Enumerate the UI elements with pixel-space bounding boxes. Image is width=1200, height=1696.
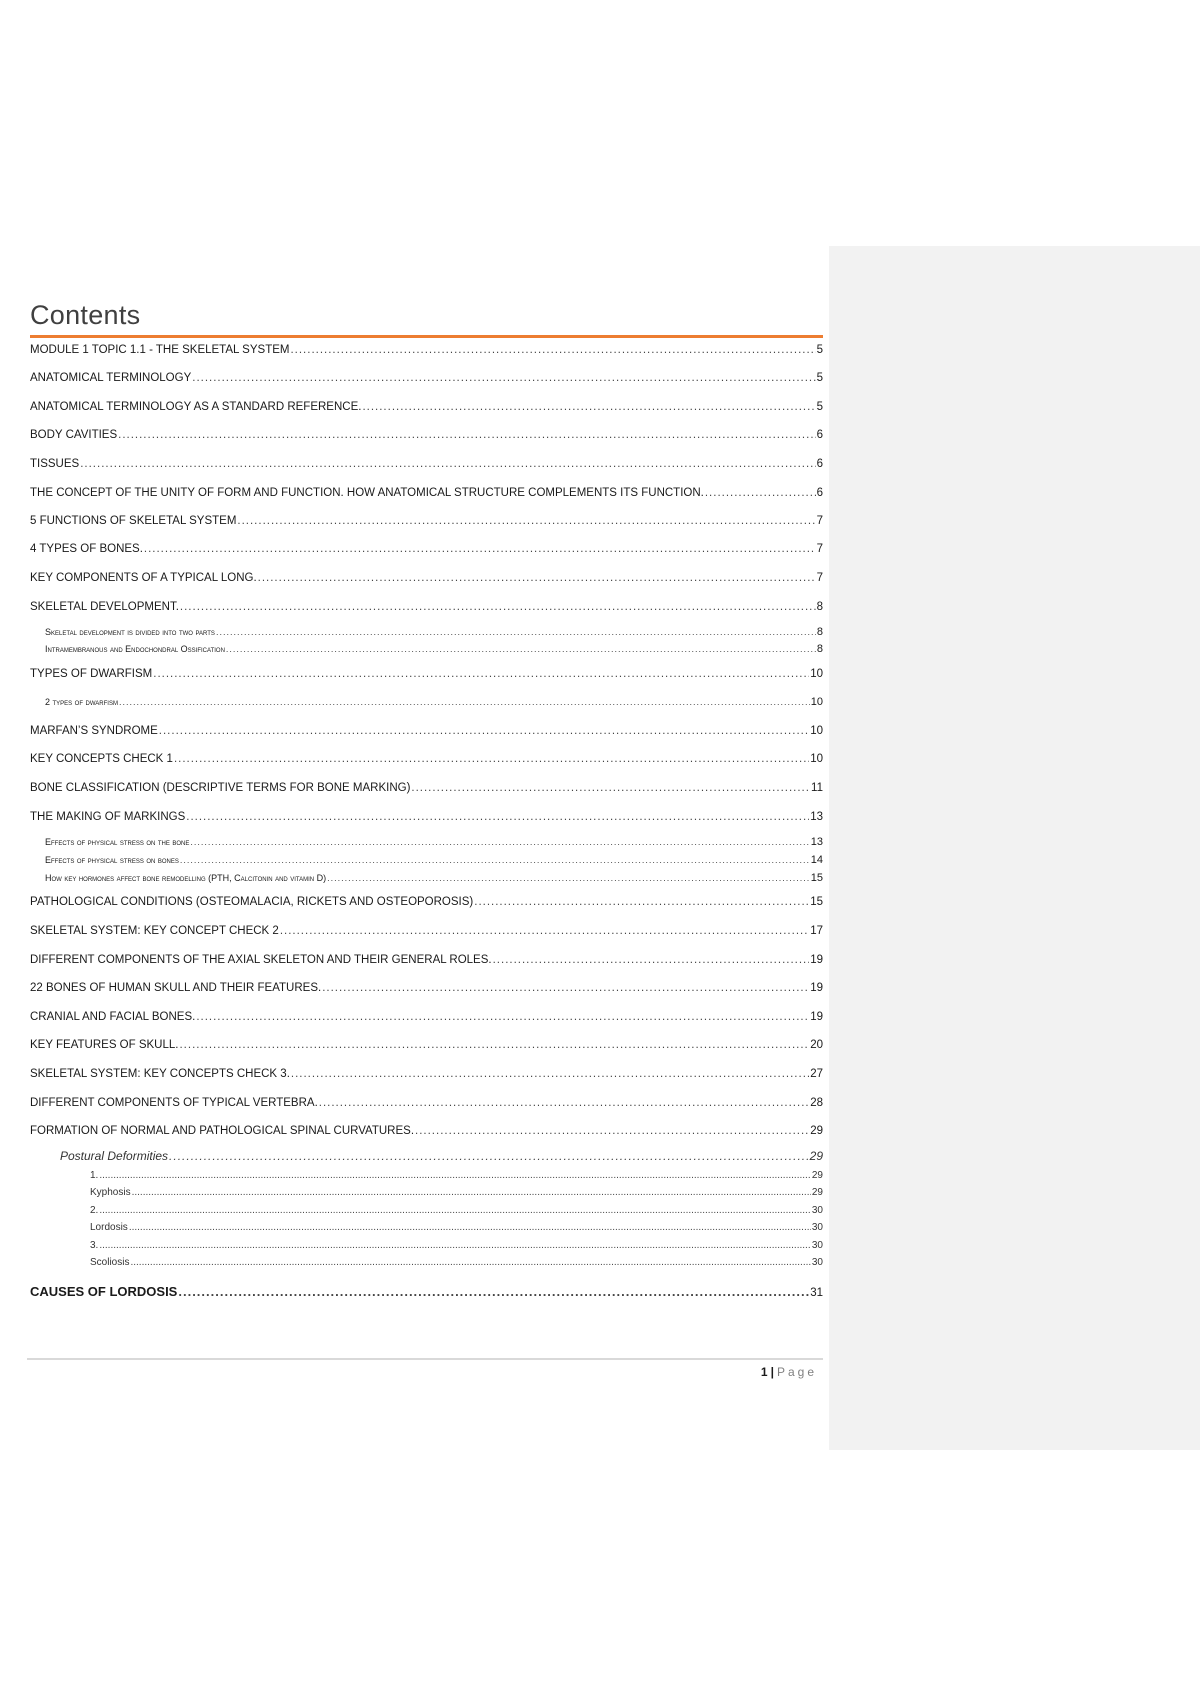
toc-entry[interactable] — [30, 601, 823, 613]
toc-entry-label: KEY FEATURES OF SKULL. — [30, 1039, 179, 1051]
toc-entry-label: KEY CONCEPTS CHECK 1 — [30, 753, 173, 765]
toc-dot-leader — [290, 344, 815, 356]
toc-entry[interactable] — [30, 429, 823, 441]
toc-entry-page: 15 — [810, 896, 823, 908]
toc-entry-label: Kyphosis — [90, 1187, 131, 1198]
toc-entry-label: SKELETAL DEVELOPMENT. — [30, 601, 179, 613]
toc-entry-page: 13 — [810, 836, 823, 848]
page-footer — [27, 1365, 817, 1379]
toc-entry-page: 8 — [816, 626, 823, 638]
toc-entry-page: 19 — [810, 954, 823, 966]
toc-entry-page: 17 — [810, 925, 823, 937]
toc-entry[interactable] — [30, 401, 823, 413]
toc-entry-label: TYPES OF DWARFISM — [30, 668, 153, 680]
toc-entry-label: THE CONCEPT OF THE UNITY OF FORM AND FUNCTION. HOW ANATOMICAL STRUCTURE COMPLEMENTS ITS FUNCTION. — [30, 487, 704, 499]
footer-page-word: Page — [776, 1365, 817, 1379]
toc-entry[interactable] — [30, 1011, 823, 1023]
toc-entry-page: 31 — [810, 1287, 823, 1299]
toc-entry-label: Scoliosis — [90, 1257, 130, 1268]
toc-entry-label: SKELETAL SYSTEM: KEY CONCEPTS CHECK 3. — [30, 1068, 290, 1080]
toc-entry-page: 19 — [810, 1011, 823, 1023]
toc-dot-leader — [327, 873, 810, 883]
toc-entry-label: ANATOMICAL TERMINOLOGY AS A STANDARD REFERENCE. — [30, 401, 362, 413]
toc-entry-page: 19 — [810, 982, 823, 994]
toc-dot-leader — [144, 543, 816, 555]
toc-entry-label: THE MAKING OF MARKINGS — [30, 811, 186, 823]
toc-dot-leader — [80, 458, 815, 470]
toc-entry-label: DIFFERENT COMPONENTS OF TYPICAL VERTEBRA. — [30, 1097, 318, 1109]
toc-dot-leader — [180, 855, 810, 865]
toc-dot-leader — [319, 1097, 809, 1109]
toc-entry[interactable] — [30, 543, 823, 555]
toc-entry-label: PATHOLOGICAL CONDITIONS (OSTEOMALACIA, RICKETS AND OSTEOPOROSIS) — [30, 896, 474, 908]
toc-entry[interactable] — [30, 954, 823, 966]
toc-dot-leader — [99, 1170, 811, 1181]
toc-entry-page: 27 — [810, 1068, 823, 1080]
toc-entry[interactable] — [30, 1257, 823, 1268]
toc-entry-page: 10 — [810, 725, 823, 737]
toc-dot-leader — [99, 1240, 811, 1251]
toc-entry-label: FORMATION OF NORMAL AND PATHOLOGICAL SPINAL CURVATURES. — [30, 1125, 415, 1137]
toc-entry-page: 10 — [810, 668, 823, 680]
toc-dot-leader — [178, 1284, 809, 1299]
toc-entry-label: Intramembranous and Endochondral Ossification — [45, 644, 225, 654]
toc-entry-label: KEY COMPONENTS OF A TYPICAL LONG. — [30, 572, 257, 584]
toc-entry[interactable] — [30, 1284, 823, 1299]
toc-entry-label: MODULE 1 TOPIC 1.1 - THE SKELETAL SYSTEM — [30, 344, 290, 356]
toc-entry-label: DIFFERENT COMPONENTS OF THE AXIAL SKELETON AND THEIR GENERAL ROLES. — [30, 954, 492, 966]
toc-dot-leader — [474, 896, 809, 908]
toc-dot-leader — [411, 782, 810, 794]
toc-entry[interactable] — [30, 925, 823, 937]
toc-entry-label: 5 FUNCTIONS OF SKELETAL SYSTEM — [30, 515, 237, 527]
toc-entry-page: 7 — [816, 572, 823, 584]
toc-entry-label: SKELETAL SYSTEM: KEY CONCEPT CHECK 2 — [30, 925, 279, 937]
toc-dot-leader — [179, 1039, 809, 1051]
toc-entry-label: 2. — [90, 1205, 99, 1216]
toc-entry-page: 14 — [810, 854, 823, 866]
toc-entry[interactable] — [30, 643, 823, 655]
toc-entry-label: Skeletal development is divided into two parts — [45, 627, 215, 637]
toc-entry-page: 10 — [810, 696, 823, 708]
toc-dot-leader — [362, 401, 815, 413]
toc-entry-label: ANATOMICAL TERMINOLOGY — [30, 372, 192, 384]
toc-entry-page: 20 — [810, 1039, 823, 1051]
toc-entry-page: 30 — [811, 1257, 823, 1268]
toc-entry[interactable] — [30, 515, 823, 527]
toc-entry-page: 15 — [810, 872, 823, 884]
toc-entry-page: 10 — [810, 753, 823, 765]
toc-entry[interactable] — [30, 1149, 823, 1163]
toc-entry-page: 29 — [811, 1170, 823, 1181]
toc-dot-leader — [180, 601, 816, 613]
document-page — [30, 300, 823, 1304]
toc-entry[interactable] — [30, 458, 823, 470]
toc-entry[interactable] — [30, 854, 823, 866]
toc-entry-label: Effects of physical stress on the bone — [45, 837, 190, 847]
footer-page-number: 1 — [760, 1365, 768, 1379]
toc-dot-leader — [705, 487, 816, 499]
toc-entry[interactable] — [30, 626, 823, 638]
toc-entry-label: 3. — [90, 1240, 99, 1251]
toc-entry-label: BODY CAVITIES — [30, 429, 118, 441]
toc-entry-page: 13 — [810, 811, 823, 823]
toc-entry[interactable] — [30, 487, 823, 499]
toc-entry[interactable] — [30, 344, 823, 356]
toc-entry[interactable] — [30, 1097, 823, 1109]
toc-entry-label: CAUSES OF LORDOSIS — [30, 1284, 178, 1299]
toc-entry-page: 11 — [811, 782, 823, 794]
toc-dot-leader — [99, 1205, 811, 1216]
toc-dot-leader — [291, 1068, 809, 1080]
toc-entry[interactable] — [30, 1222, 823, 1233]
toc-entry-label: Effects of physical stress on bones — [45, 855, 179, 865]
heading-rule — [30, 335, 823, 338]
toc-entry-page: 30 — [811, 1222, 823, 1233]
toc-entry[interactable] — [30, 668, 823, 680]
toc-dot-leader — [159, 725, 809, 737]
toc-dot-leader — [192, 372, 815, 384]
toc-dot-leader — [196, 1011, 809, 1023]
toc-entry[interactable] — [30, 1205, 823, 1216]
toc-dot-leader — [216, 627, 816, 637]
toc-entry-label: TISSUES — [30, 458, 80, 470]
toc-entry[interactable] — [30, 372, 823, 384]
toc-entry[interactable] — [30, 1125, 823, 1137]
toc-dot-leader — [132, 1187, 811, 1198]
footer-rule — [27, 1358, 823, 1360]
toc-entry-page: 8 — [816, 643, 823, 655]
toc-entry-page: 28 — [810, 1097, 823, 1109]
toc-entry-page: 6 — [816, 487, 823, 499]
toc-entry-page: 29 — [811, 1187, 823, 1198]
toc-heading: Contents — [30, 300, 141, 330]
toc-entry-page: 6 — [816, 458, 823, 470]
toc-dot-leader — [174, 753, 809, 765]
toc-entry[interactable] — [30, 1240, 823, 1251]
table-of-contents — [30, 344, 823, 1304]
toc-entry-label: 22 BONES OF HUMAN SKULL AND THEIR FEATURES. — [30, 982, 322, 994]
toc-entry[interactable] — [30, 896, 823, 908]
toc-dot-leader — [118, 429, 815, 441]
toc-entry[interactable] — [30, 811, 823, 823]
toc-dot-leader — [169, 1149, 809, 1163]
toc-entry-label: MARFAN’S SYNDROME — [30, 725, 158, 737]
toc-entry[interactable] — [30, 982, 823, 994]
toc-entry-page: 29 — [809, 1149, 823, 1163]
toc-entry-page: 29 — [810, 1125, 823, 1137]
toc-entry-page: 30 — [811, 1205, 823, 1216]
toc-entry-page: 5 — [816, 344, 823, 356]
toc-dot-leader — [129, 1222, 811, 1233]
toc-entry-label: 2 types of dwarfism — [45, 697, 118, 707]
toc-entry-label: 4 TYPES OF BONES. — [30, 543, 143, 555]
toc-dot-leader — [493, 954, 810, 966]
toc-dot-leader — [258, 572, 816, 584]
toc-dot-leader — [226, 644, 816, 654]
toc-entry[interactable] — [30, 1170, 823, 1181]
toc-entry-page: 6 — [816, 429, 823, 441]
comment-pane — [829, 246, 1200, 1450]
toc-entry-label: 1. — [90, 1170, 99, 1181]
toc-entry-label: BONE CLASSIFICATION (DESCRIPTIVE TERMS FOR BONE MARKING) — [30, 782, 411, 794]
toc-entry[interactable] — [30, 1068, 823, 1080]
toc-entry[interactable] — [30, 572, 823, 584]
toc-entry[interactable] — [30, 1039, 823, 1051]
toc-entry-label: How key hormones affect bone remodelling (PTH, Calcitonin and vitamin D) — [45, 873, 327, 883]
footer-separator: | — [770, 1365, 774, 1379]
toc-entry[interactable] — [30, 872, 823, 884]
toc-dot-leader — [153, 668, 809, 680]
toc-entry-label: CRANIAL AND FACIAL BONES. — [30, 1011, 196, 1023]
toc-entry-page: 8 — [816, 601, 823, 613]
toc-entry-label: Lordosis — [90, 1222, 128, 1233]
toc-entry[interactable] — [30, 696, 823, 708]
toc-dot-leader — [130, 1257, 810, 1268]
toc-dot-leader — [415, 1125, 809, 1137]
toc-dot-leader — [186, 811, 809, 823]
toc-entry-page: 5 — [816, 401, 823, 413]
toc-dot-leader — [119, 697, 810, 707]
toc-entry[interactable] — [30, 1187, 823, 1198]
toc-dot-leader — [237, 515, 815, 527]
toc-dot-leader — [190, 837, 809, 847]
toc-entry-page: 7 — [816, 543, 823, 555]
toc-entry[interactable] — [30, 782, 823, 794]
toc-dot-leader — [280, 925, 809, 937]
toc-entry[interactable] — [30, 725, 823, 737]
toc-entry-label: Postural Deformities — [60, 1149, 169, 1163]
toc-entry[interactable] — [30, 836, 823, 848]
toc-entry-page: 5 — [816, 372, 823, 384]
toc-entry-page: 7 — [816, 515, 823, 527]
toc-entry[interactable] — [30, 753, 823, 765]
toc-entry-page: 30 — [811, 1240, 823, 1251]
toc-dot-leader — [322, 982, 809, 994]
